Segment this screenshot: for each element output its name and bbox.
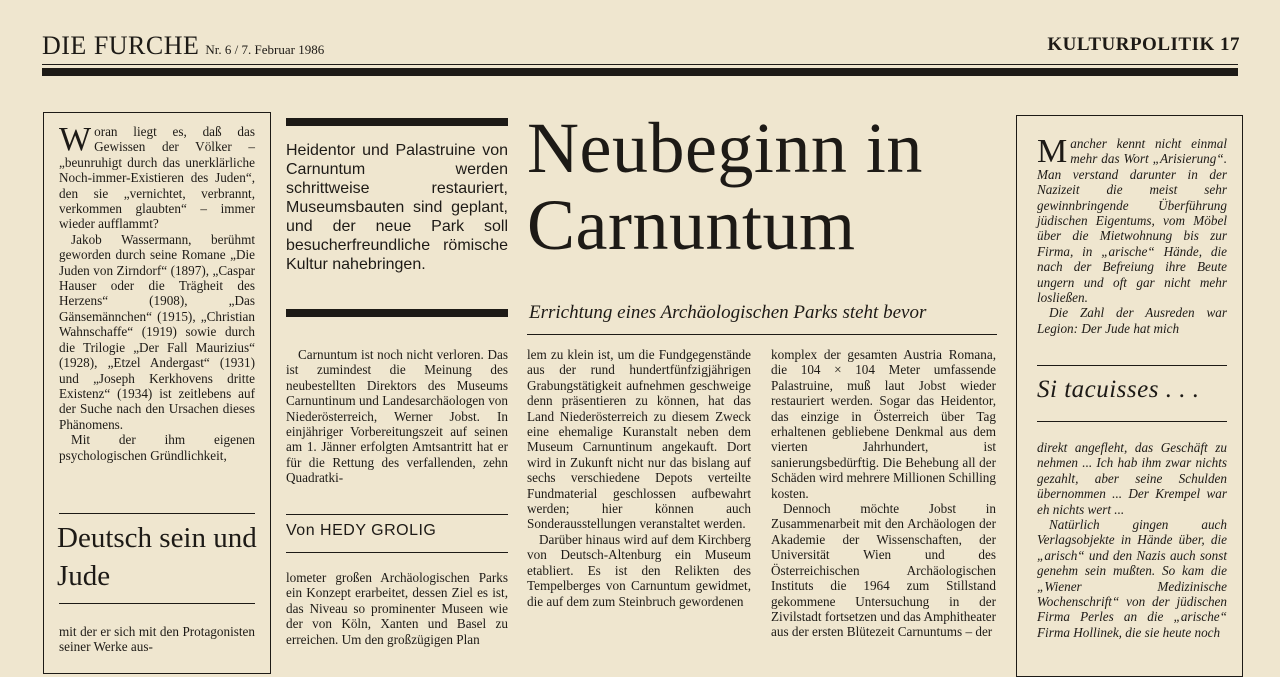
right-column-title: Si tacuisses . . . xyxy=(1037,376,1200,403)
right-column-top xyxy=(1037,133,1227,336)
left-paragraph-2: Jakob Wassermann, berühmt geworden durch seine Romane „Die Juden von Zirndorf“ (1897), „Caspar Hauser oder die Trägheit des Herzens“ (1908), „Das Gänsemännchen“ (1915), „Christian Wahnschaffe“ (1919) sowie durch die Trilogie „Der Fall Maurizius“ (1928), „Etzel Andergast“ (1931) und „Joseph Kerkhovens dritte Existenz“ (1934) ist zeitlebens auf der Suche nach den Ursachen dieses Phänomens. xyxy=(59,231,255,432)
left-continuation: mit der er sich mit den Protagonisten seiner Werke aus- xyxy=(59,624,255,655)
teaser-rule-top xyxy=(286,118,508,126)
byline-rule-bottom xyxy=(286,552,508,553)
header-rule-thick xyxy=(42,68,1238,76)
left-subhead-rule-bottom xyxy=(59,603,255,604)
right-title-rule-bottom xyxy=(1037,421,1227,422)
right-drop-cap: M xyxy=(1037,133,1068,170)
col3-paragraph-1: komplex der gesamten Austria Romana, die 104 × 104 Meter umfassende Palastruine, muß laut Jobst wieder restauriert werden. Sogar das Heidentor, das einzige in Österreich über Tag erhaltenen gebliebene Denkmal aus dem vierten Jahrhundert, ist sanierungsbedürftig. Die Behebung all der Schäden wird mehrere Millionen Schilling kosten. xyxy=(771,347,996,501)
right-paragraph-4: Natürlich gingen auch Verlagsobjekte in Hände über, die „arisch“ und den Nazis auch sonst genehm sein mußten. So kam die „Wiener Medizinische Wochenschrift“ von der jüdischen Firma Perles an die „arische“ Firma Hollinek, die sie heute noch xyxy=(1037,517,1227,640)
right-title-rule-top xyxy=(1037,365,1227,366)
col2-paragraph-1: lem zu klein ist, um die Fundgegenstände aus der rund hundertfünfzigjährigen Grabungstätigkeit aufnehmen geschweige denn präsentieren zu können, hat das Land Niederösterreich zu diesem Zweck eine ehemalige Kuranstalt neben dem Museum Carnuntinum angekauft. Dort wird in Zukunft nicht nur das bislang auf sechs verschiedene Depots verteilte Fundmaterial geschlossen aufbewahrt werden; hier können auch Sonderausstellungen veranstaltet werden. xyxy=(527,347,751,532)
article-headline: Neubeginn in Carnuntum xyxy=(527,108,923,265)
issue-info: Nr. 6 / 7. Februar 1986 xyxy=(205,42,325,57)
article-column-3 xyxy=(771,347,996,640)
drop-cap: W xyxy=(59,121,92,158)
left-paragraph-1: Woran liegt es, daß das Gewissen der Völker – „beunruhigt durch das unerklärliche Noch-immer-Existieren des Juden“, den sie „vernichtet, verbrannt, verkommen glaubten“ – immer wieder aufflammt? xyxy=(59,121,255,232)
masthead-title: DIE FURCHE xyxy=(42,31,200,60)
left-subhead: Deutsch sein und Jude xyxy=(57,522,257,592)
right-paragraph-3: direkt angefleht, das Geschäft zu nehmen ... Ich hab ihm zwar nichts gezahlt, aber seine Schulden übernommen ... Der Krempel war eh nichts wert ... xyxy=(1037,440,1227,517)
col2-paragraph-2: Darüber hinaus wird auf dem Kirchberg von Deutsch-Altenburg ein Museum etabliert. Es ist den Relikten des Tempelberges von Carnuntum gewidmet, die auf dem zum Steinbruch gewordenen xyxy=(527,531,751,609)
byline: Von HEDY GROLIG xyxy=(286,522,437,539)
article-deck: Errichtung eines Archäologischen Parks steht bevor xyxy=(529,302,927,323)
right-sidebar-box xyxy=(1016,115,1243,677)
col3-paragraph-2: Dennoch möchte Jobst in Zusammenarbeit mit den Archäologen der Akademie der Wissenschaften, der Universität Wien und des Österreichischen Archäologischen Instituts die 1964 zum Stillstand gekommene Untersuchung in der Zivilstadt fortsetzen und das Amphitheater aus der ersten Blütezeit Carnuntums – der xyxy=(771,501,996,640)
right-column-bottom xyxy=(1037,440,1227,640)
right-paragraph-2: Die Zahl der Ausreden war Legion: Der Jude hat mich xyxy=(1037,305,1227,336)
byline-rule-top xyxy=(286,514,508,515)
left-subhead-rule-top xyxy=(59,513,255,514)
deck-rule xyxy=(527,334,997,335)
teaser-rule-bottom xyxy=(286,309,508,317)
article-column-1-top: Carnuntum ist noch nicht verloren. Das ist zumindest die Meinung des neubestellten Direktors des Museums Carnuntinum und Landesarchäologen von Niederösterreich, Werner Jobst. In einjähriger Vorbereitungszeit auf seinen am 1. Jänner erfolgten Amtsantritt hat er für die Rettung des verfallenden, zehn Quadratki- xyxy=(286,347,508,486)
article-column-2 xyxy=(527,347,751,609)
left-paragraph-3: Mit der ihm eigenen psychologischen Gründlichkeit, xyxy=(59,432,255,463)
teaser-text: Heidentor und Palastruine von Carnuntum werden schrittweise restauriert, Museumsbauten sind geplant, und der neue Park soll besucherfreundliche römische Kultur nahebringen. xyxy=(286,142,508,273)
left-column-text xyxy=(59,121,255,463)
section-page-label: KULTURPOLITIK 17 xyxy=(1047,34,1240,55)
article-column-1-bottom: lometer großen Archäologischen Parks ein Konzept erarbeitet, dessen Ziel es ist, das Niveau so prominenter Museen wie der von Köln, Xanten und Basel zu erreichen. Um den großzügigen Plan xyxy=(286,570,508,647)
right-paragraph-1: Mancher kennt nicht einmal mehr das Wort „Arisierung“. Man verstand darunter in der Nazizeit die meist sehr gewinnbringende Überführung jüdischen Eigentums, vom Möbel über die Mietwohnung bis zur Firma, in „arische“ Hände, die nach der Befreiung ihre Beute ungern und oft gar nicht mehr losließen. xyxy=(1037,133,1227,306)
left-sidebar-box xyxy=(43,112,271,674)
header-rule-thin xyxy=(42,64,1238,65)
masthead xyxy=(42,31,324,61)
